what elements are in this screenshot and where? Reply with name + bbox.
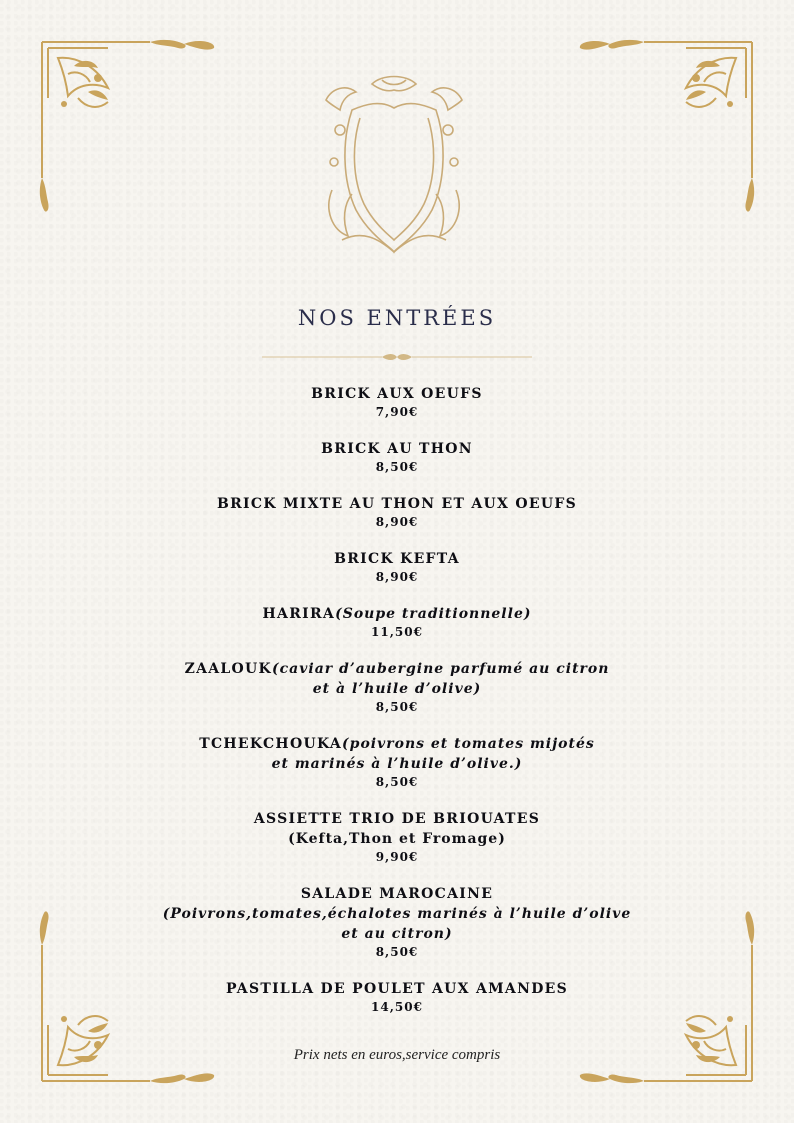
menu-item bbox=[100, 979, 694, 1016]
item-price: 8,90€ bbox=[375, 515, 419, 529]
item-name: TCHEKCHOUKA bbox=[199, 736, 343, 752]
menu-item bbox=[100, 734, 694, 791]
item-name: ZAALOUK bbox=[184, 661, 273, 677]
menu-item bbox=[100, 604, 694, 641]
item-name: BRICK KEFTA bbox=[334, 551, 460, 567]
item-name: BRICK AUX OEUFS bbox=[311, 386, 483, 402]
menu-item bbox=[100, 659, 694, 716]
item-name-line bbox=[100, 604, 694, 624]
item-name-line bbox=[100, 734, 694, 754]
item-name: SALADE MAROCAINE bbox=[300, 886, 494, 902]
item-description-line: (Poivrons,tomates,échalotes marinés à l’huile d’olive bbox=[162, 906, 632, 922]
item-price: 7,90€ bbox=[375, 405, 419, 419]
item-description-line: (Kefta,Thon et Fromage) bbox=[288, 831, 506, 847]
menu-list bbox=[100, 384, 694, 1034]
item-description-line: et marinés à l’huile d’olive.) bbox=[271, 756, 523, 772]
item-description-line: et au citron) bbox=[341, 926, 453, 942]
item-name: BRICK AU THON bbox=[321, 441, 473, 457]
divider-ornament-icon bbox=[262, 350, 532, 364]
menu-item bbox=[100, 494, 694, 531]
menu-item bbox=[100, 439, 694, 476]
item-price: 14,50€ bbox=[371, 1000, 423, 1014]
item-price: 9,90€ bbox=[375, 850, 419, 864]
item-price: 8,50€ bbox=[375, 700, 419, 714]
item-name: ASSIETTE TRIO DE BRIOUATES bbox=[253, 811, 541, 827]
footer-note: Prix nets en euros,service compris bbox=[293, 1047, 501, 1063]
item-description: (caviar d’aubergine parfumé au citron bbox=[272, 661, 610, 677]
menu-item bbox=[100, 809, 694, 866]
item-name: BRICK MIXTE AU THON ET AUX OEUFS bbox=[216, 496, 578, 512]
item-description: (Soupe traditionnelle) bbox=[335, 606, 532, 622]
ornate-corner-icon bbox=[576, 38, 756, 218]
menu-item bbox=[100, 884, 694, 961]
item-price: 8,50€ bbox=[375, 460, 419, 474]
section-title: NOS ENTRÉES bbox=[297, 306, 497, 330]
item-price: 8,50€ bbox=[375, 775, 419, 789]
item-price: 11,50€ bbox=[371, 625, 423, 639]
item-name: PASTILLA DE POULET AUX AMANDES bbox=[225, 981, 569, 997]
ornate-corner-icon bbox=[38, 38, 218, 218]
item-name: HARIRA bbox=[262, 606, 336, 622]
item-price: 8,90€ bbox=[375, 570, 419, 584]
item-name-line bbox=[100, 659, 694, 679]
item-description: (poivrons et tomates mijotés bbox=[342, 736, 595, 752]
menu-item bbox=[100, 549, 694, 586]
item-description-line: et à l’huile d’olive) bbox=[312, 681, 482, 697]
item-price: 8,50€ bbox=[375, 945, 419, 959]
menu-item bbox=[100, 384, 694, 421]
baroque-crest-icon bbox=[312, 70, 476, 260]
